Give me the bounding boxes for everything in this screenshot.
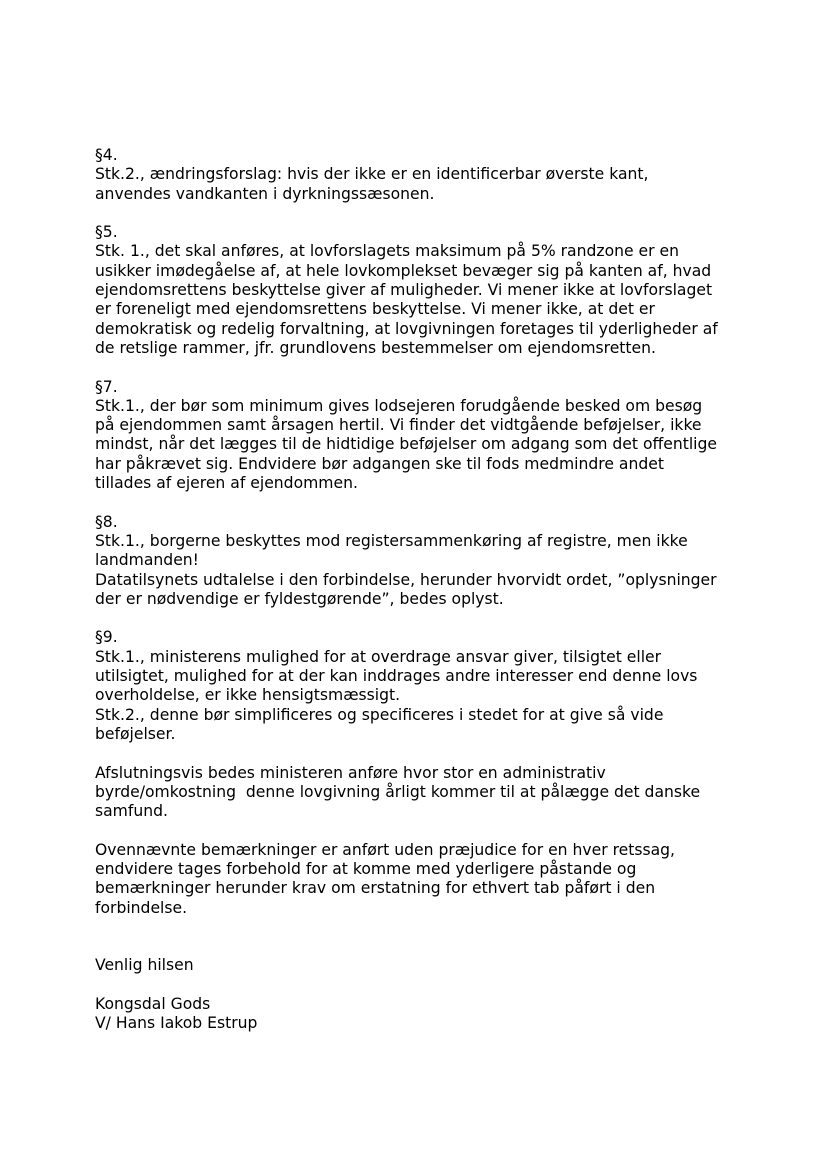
signature-organization: Kongsdal Gods — [95, 995, 211, 1014]
section-line: Stk.1., ministerens mulighed for at overdrage ansvar giver, tilsigtet eller — [95, 647, 662, 666]
closing-paragraph — [95, 841, 775, 918]
greeting: Venlig hilsen — [95, 956, 194, 975]
section-4 — [95, 146, 775, 204]
section-7 — [95, 378, 775, 494]
section-line: overholdelse, er ikke hensigtsmæssigt. — [95, 686, 401, 705]
closing-paragraph — [95, 764, 775, 822]
section-line: på ejendommen samt årsagen hertil. Vi finder det vidtgående beføjelser, ikke — [95, 416, 702, 435]
section-line: Stk.1., der bør som minimum gives lodsejeren forudgående besked om besøg — [95, 396, 703, 415]
section-line: Stk.1., borgerne beskyttes mod registersammenkøring af registre, men ikke — [95, 531, 688, 550]
section-line: beføjelser. — [95, 724, 176, 743]
paragraph-line: byrde/omkostning denne lovgivning årligt kommer til at pålægge det danske — [95, 782, 701, 801]
section-heading: §4. — [95, 146, 118, 164]
section-line: utilsigtet, mulighed for at der kan inddrages andre interesser end denne lovs — [95, 667, 698, 686]
section-line: ejendomsrettens beskyttelse giver af muligheder. Vi mener ikke at lovforslaget — [95, 281, 713, 300]
section-heading: §7. — [95, 377, 118, 396]
section-line: demokratisk og redelig forvaltning, at lovgivningen foretages til yderligheder af — [95, 319, 718, 338]
paragraph-gap — [95, 609, 775, 628]
section-line: der er nødvendige er fyldestgørende”, bedes oplyst. — [95, 589, 504, 608]
section-heading: §5. — [95, 223, 118, 242]
section-9 — [95, 628, 775, 744]
paragraph-gap — [95, 204, 775, 223]
paragraph-gap — [95, 976, 775, 995]
paragraph-line: Ovennævnte bemærkninger er anført uden præjudice for en hver retssag, — [95, 840, 676, 859]
section-line: usikker imødegåelse af, at hele lovkomplekset bevæger sig på kanten af, hvad — [95, 261, 712, 280]
paragraph-gap — [95, 744, 775, 763]
paragraph-line: Afslutningsvis bedes ministeren anføre hvor stor en administrativ — [95, 763, 606, 782]
section-line: Stk.2., denne bør simplificeres og specificeres i stedet for at give så vide — [95, 705, 664, 724]
signature-person: V/ Hans Iakob Estrup — [95, 1014, 258, 1033]
section-8 — [95, 513, 775, 609]
section-line: tillades af ejeren af ejendommen. — [95, 474, 358, 493]
section-line: landmanden! — [95, 551, 199, 570]
paragraph-gap — [95, 493, 775, 512]
section-line: Stk.2., ændringsforslag: hvis der ikke er en identificerbar øverste kant, — [95, 165, 649, 184]
section-line: de retslige rammer, jfr. grundlovens bestemmelser om ejendomsretten. — [95, 338, 656, 357]
section-line: anvendes vandkanten i dyrkningssæsonen. — [95, 184, 435, 203]
paragraph-line: bemærkninger herunder krav om erstatning for ethvert tab påført i den — [95, 879, 656, 898]
section-line: Datatilsynets udtalelse i den forbindelse, herunder hvorvidt ordet, ”oplysninger — [95, 570, 717, 589]
paragraph-line: samfund. — [95, 802, 168, 821]
document-page — [95, 146, 775, 1034]
paragraph-gap — [95, 821, 775, 840]
paragraph-gap — [95, 358, 775, 377]
paragraph-line: forbindelse. — [95, 898, 188, 917]
section-heading: §9. — [95, 628, 118, 647]
section-line: har påkrævet sig. Endvidere bør adgangen ske til fods medmindre andet — [95, 454, 664, 473]
section-line: Stk. 1., det skal anføres, at lovforslagets maksimum på 5% randzone er en — [95, 242, 679, 261]
paragraph-line: endvidere tages forbehold for at komme med yderligere påstande og — [95, 859, 637, 878]
section-heading: §8. — [95, 512, 118, 531]
paragraph-gap — [95, 918, 775, 957]
section-line: mindst, når det lægges til de hidtidige beføjelser om adgang som det offentlige — [95, 435, 717, 454]
section-line: er foreneligt med ejendomsrettens beskyttelse. Vi mener ikke, at det er — [95, 300, 655, 319]
signature-block — [95, 995, 775, 1034]
section-5 — [95, 223, 775, 358]
